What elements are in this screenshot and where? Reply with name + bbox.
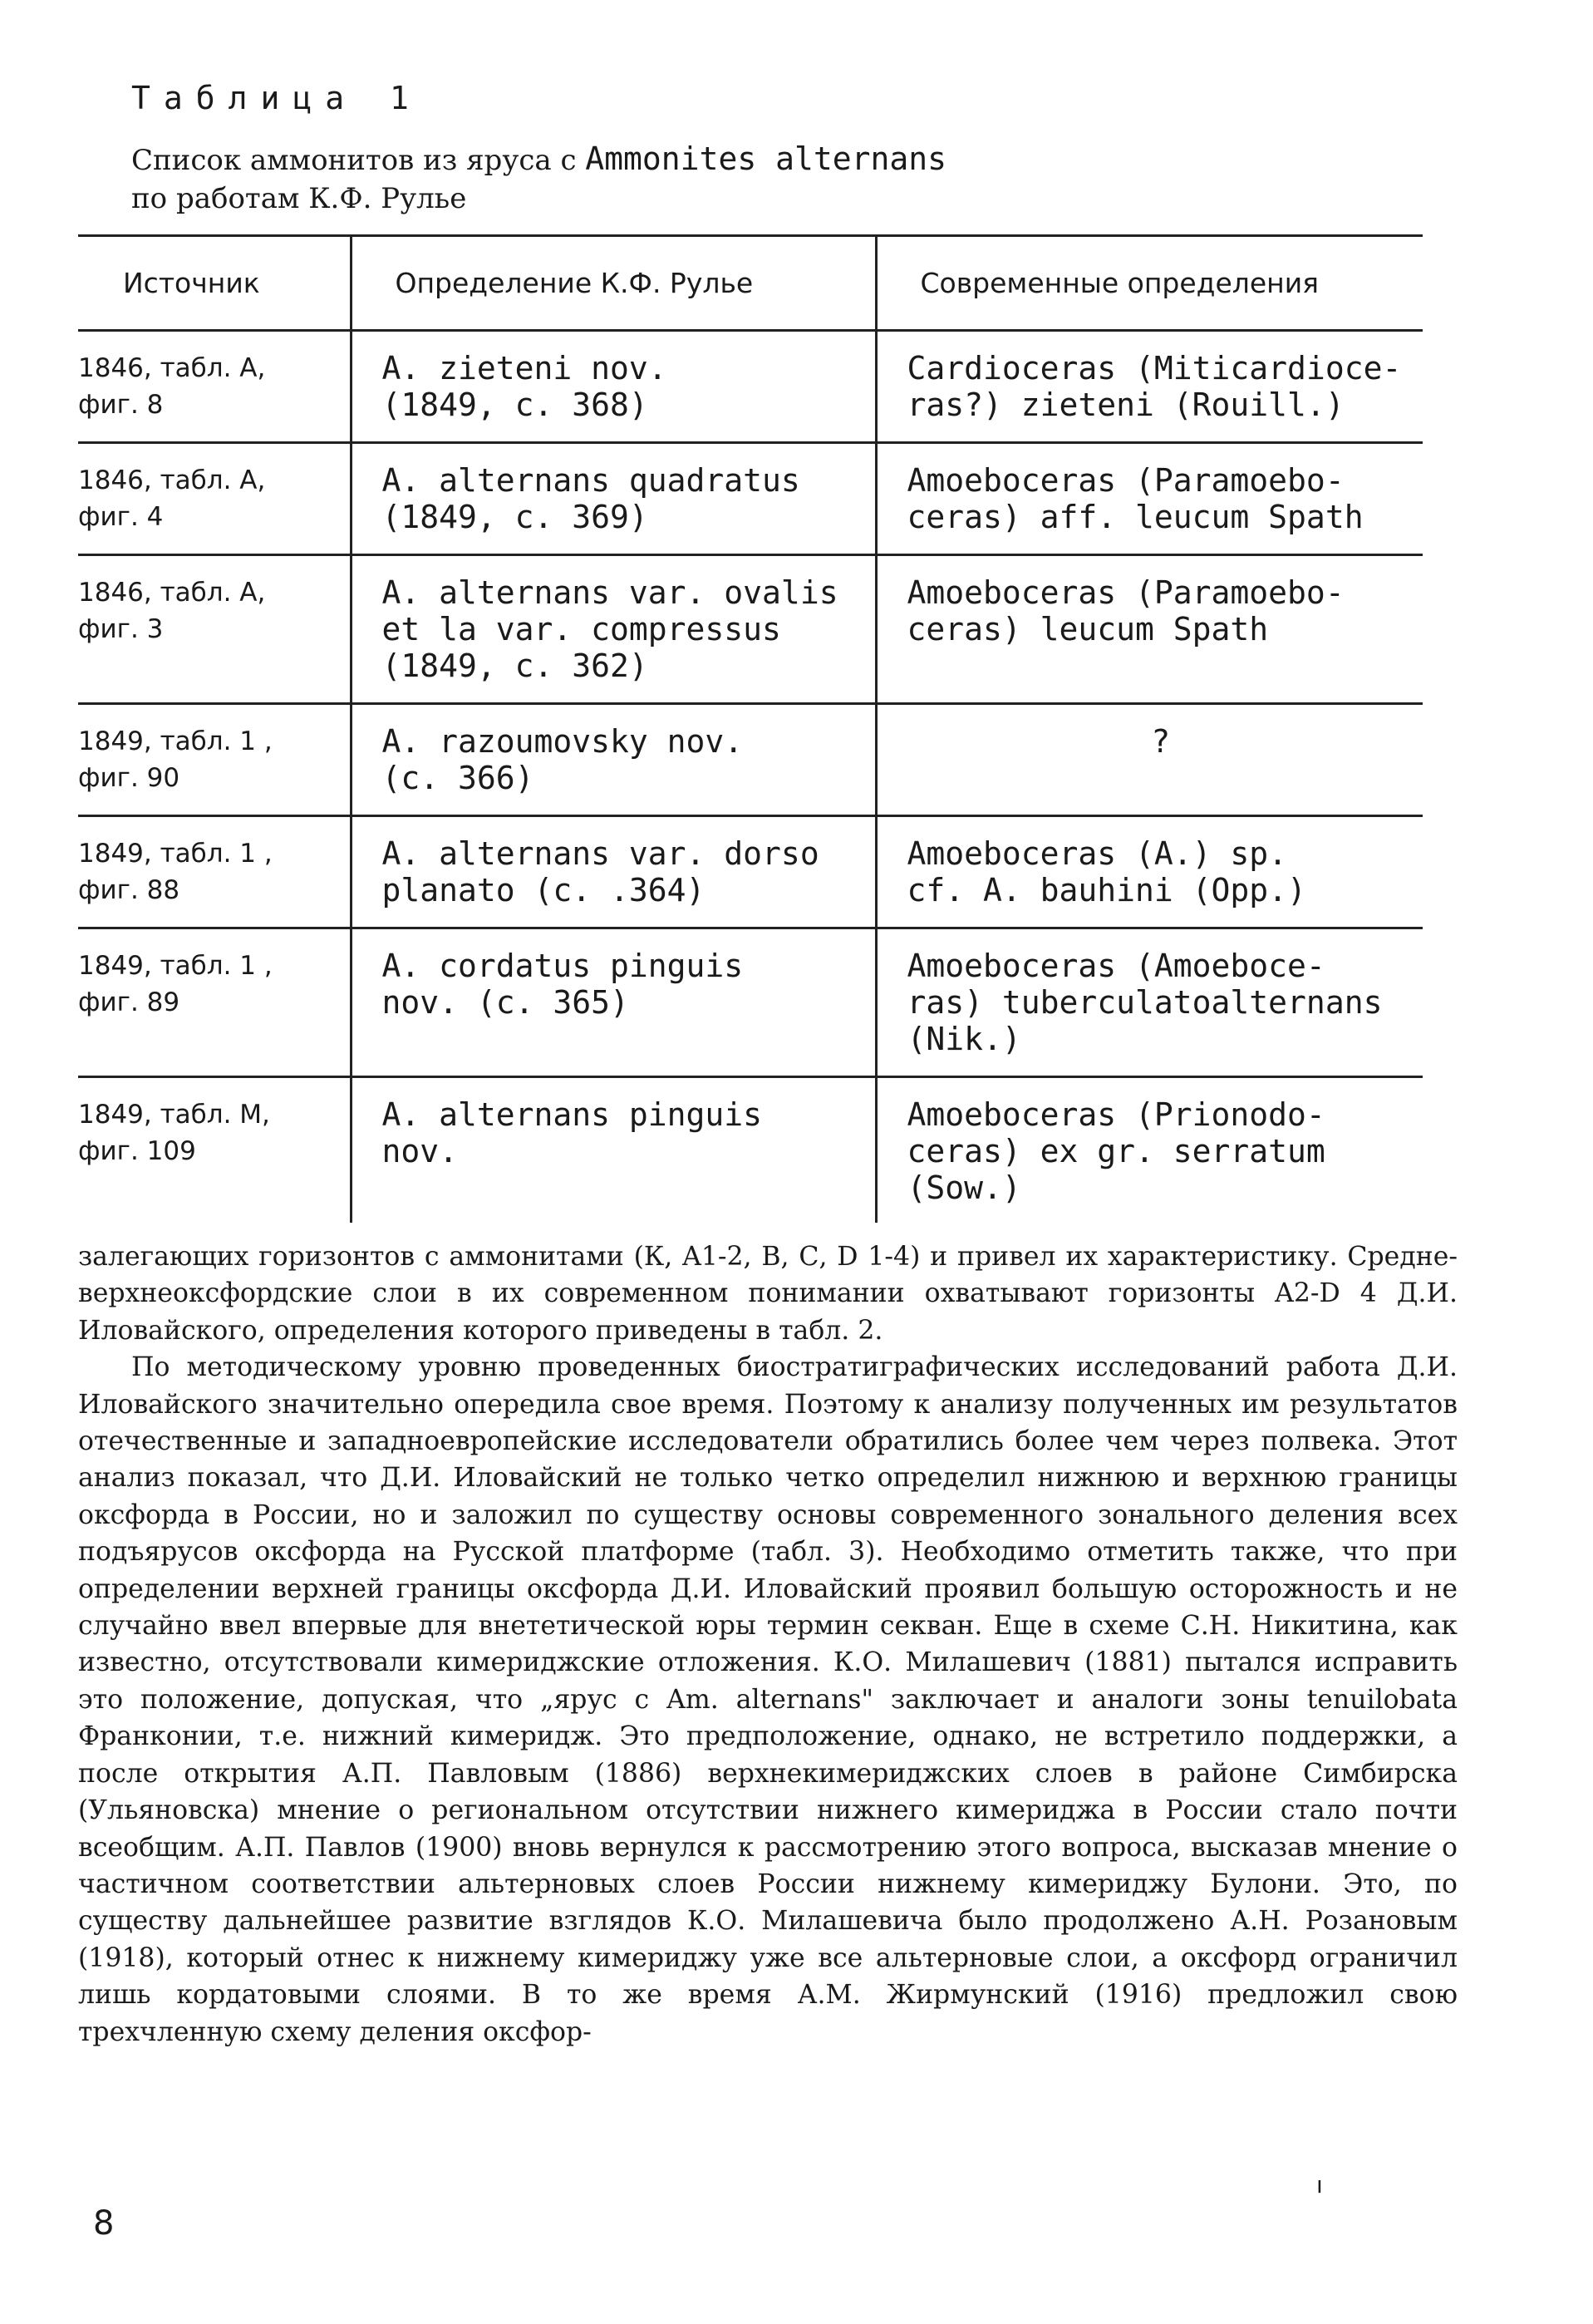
cell-source: 1849, табл. 1 , фиг. 88 — [78, 816, 351, 928]
cell-definition: A. alternans var. ovalis et la var. compressus (1849, c. 362) — [351, 555, 876, 704]
table-title-text: Список аммонитов из яруса с — [131, 144, 577, 177]
cell-source: 1846, табл. А, фиг. 8 — [78, 331, 351, 443]
table-row — [78, 331, 1423, 443]
cell-definition: A. razoumovsky nov. (c. 366) — [351, 704, 876, 816]
table-row — [78, 555, 1423, 704]
table-row — [78, 928, 1423, 1077]
cell-modern: Cardioceras (Miticardioce- ras?) zieteni (Rouill.) — [876, 331, 1423, 443]
table-title-latin: Ammonites alternans — [585, 140, 946, 177]
paragraph: залегающих горизонтов с аммонитами (К, A1-2, В, С, D 1-4) и привел их характеристику. Средне-верхнеоксфордские слои в их современном понимании охватывают горизонты A2-D 4 Д.И. Иловайского, определения которого приведены в табл. 2. — [78, 1242, 1458, 1346]
paragraph: По методическому уровню проведенных биостратиграфических исследований работа Д.И. Иловайского значительно опередила свое время. Поэтому к анализу полученных им результатов отечественные и западноевропейские исследователи обратились более чем через полвека. Этот анализ показал, что Д.И. Иловайский не только четко определил нижнюю и верхнюю границы оксфорда в России, но и заложил по существу основы современного зонального деления всех подъярусов оксфорда на Русской платформе (табл. 3). Необходимо отметить также, что при определении верхней границы оксфорда Д.И. Иловайский проявил большую осторожность и не случайно ввел впервые для внететической юры термин секван. Еще в схеме С.Н. Никитина, как известно, отсутствовали кимериджские отложения. К.О. Милашевич (1881) пытался исправить это положение, допуская, что „ярус с Am. alternans" заключает и аналоги зоны tenuilobata Франконии, т.е. нижний кимеридж. Это предположение, однако, не встретило поддержки, а после открытия А.П. Павловым (1886) верхнекимериджских слоев в районе Симбирска (Ульяновска) мнение о региональном отсутствии нижнего кимериджа в России стало почти всеобщим. А.П. Павлов (1900) вновь вернулся к рассмотрению этого вопроса, высказав мнение о частичном соответствии альтерновых слоев России нижнему кимериджу Булони. Это, по существу дальнейшее развитие взглядов К.О. Милашевича было продолжено А.Н. Розановым (1918), который отнес к нижнему кимериджу уже все альтерновые слои, а оксфорд ограничил лишь кордатовыми слоями. В то же время А.М. Жирмунский (1916) предложил свою трехчленную схему деления оксфор- — [78, 1352, 1458, 2047]
header-source: Источник — [78, 236, 351, 331]
header-modern-definition: Современные определения — [876, 236, 1423, 331]
cell-definition: A. cordatus pinguis nov. (c. 365) — [351, 928, 876, 1077]
table-title-source: по работам К.Ф. Рулье — [131, 182, 467, 215]
cell-modern: Amoeboceras (Amoeboce- ras) tuberculatoalternans (Nik.) — [876, 928, 1423, 1077]
table-row — [78, 443, 1423, 555]
cell-definition: A. zieteni nov. (1849, c. 368) — [351, 331, 876, 443]
cell-definition: A. alternans pinguis nov. — [351, 1077, 876, 1224]
cell-modern: Amoeboceras (Paramoebo- ceras) leucum Spath — [876, 555, 1423, 704]
table-header-row — [78, 236, 1423, 331]
print-mark: ı — [1316, 2171, 1323, 2198]
page-number: 8 — [93, 2204, 115, 2243]
cell-source: 1849, табл. 1 , фиг. 90 — [78, 704, 351, 816]
cell-source: 1849, табл. 1 , фиг. 89 — [78, 928, 351, 1077]
ammonites-table — [78, 234, 1423, 1223]
cell-definition: A. alternans var. dorso planato (c. .364) — [351, 816, 876, 928]
table-row — [78, 816, 1423, 928]
header-ruillier-definition: Определение К.Ф. Рулье — [351, 236, 876, 331]
table-row — [78, 704, 1423, 816]
table-label: Таблица 1 — [131, 80, 422, 116]
cell-modern: Amoeboceras (Prionodo- ceras) ex gr. serratum (Sow.) — [876, 1077, 1423, 1224]
cell-source: 1849, табл. М, фиг. 109 — [78, 1100, 270, 1166]
cell-source: 1846, табл. А, фиг. 4 — [78, 443, 351, 555]
cell-modern: Amoeboceras (Paramoebo- ceras) aff. leucum Spath — [876, 443, 1423, 555]
cell-source: 1846, табл. А, фиг. 3 — [78, 555, 351, 704]
cell-modern: Amoeboceras (A.) sp. cf. A. bauhini (Opp.) — [876, 816, 1423, 928]
body-text — [78, 1238, 1458, 2051]
cell-definition: A. alternans quadratus (1849, c. 369) — [351, 443, 876, 555]
cell-modern: ? — [876, 704, 1423, 816]
table-row — [78, 1077, 1423, 1224]
table-title — [131, 140, 1212, 218]
